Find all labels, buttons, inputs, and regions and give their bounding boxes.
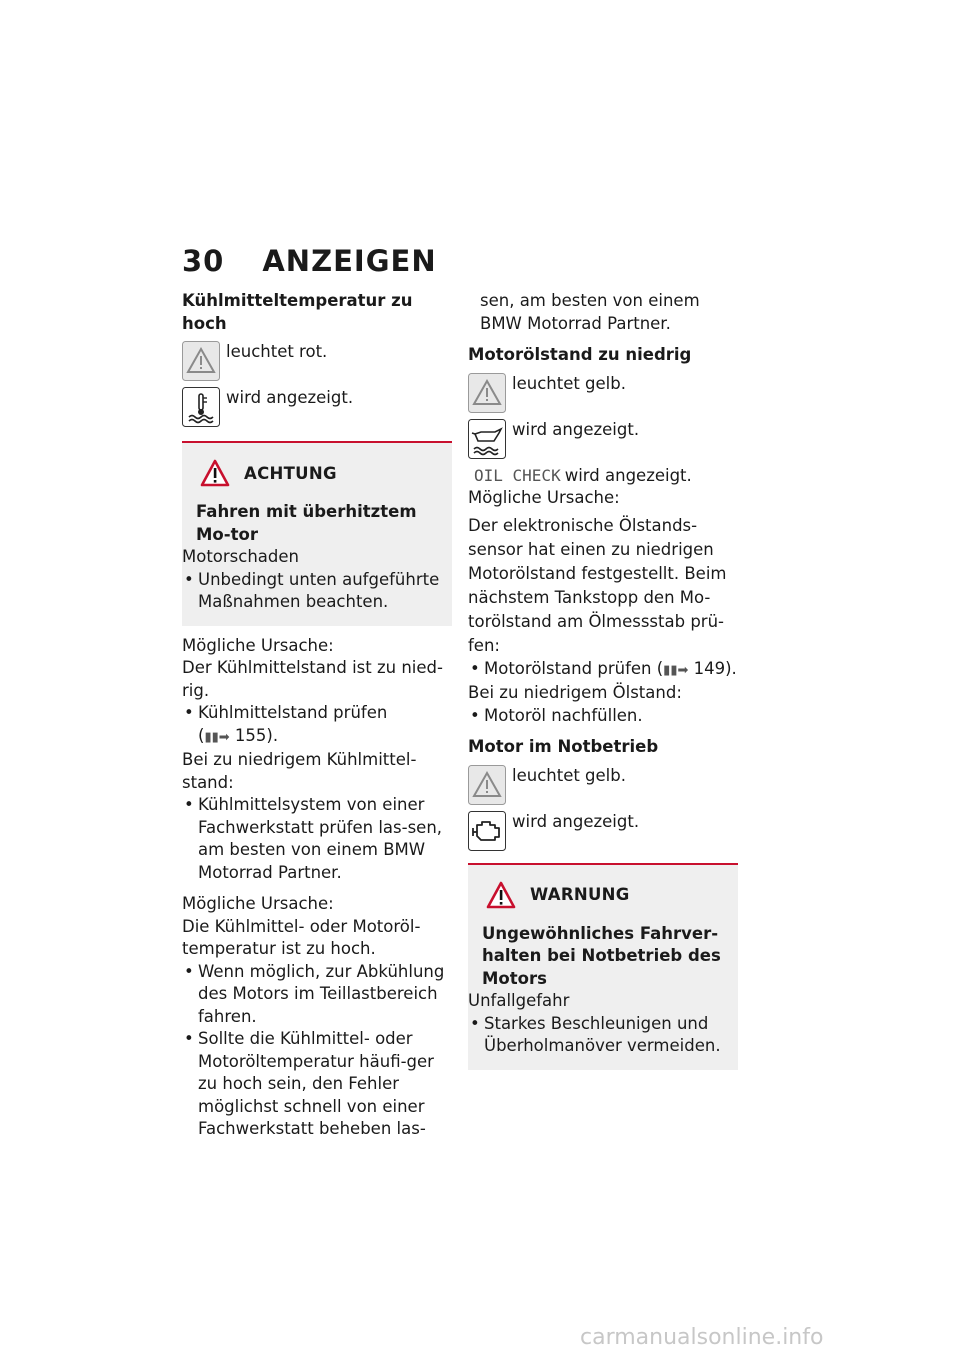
- list-item: • Kühlmittelsystem von einer Fachwerkstatt prüfen las-sen, am besten von einem BMW Motorrad Partner.: [182, 794, 452, 884]
- cause-text: Die Kühlmittel- oder Motoröl-temperatur ist zu hoch.: [182, 916, 421, 958]
- warning-effect: Unfallgefahr: [468, 991, 570, 1010]
- warning-triangle-icon: [200, 459, 230, 487]
- low-level-label: Bei zu niedrigem Kühlmittel-stand:: [182, 750, 417, 792]
- warning-header: [468, 881, 732, 909]
- indicator-text: wird angezeigt.: [512, 811, 640, 831]
- cause-label: Mögliche Ursache:: [182, 635, 334, 655]
- cause-label: Mögliche Ursache:: [182, 894, 334, 913]
- warning-title: Ungewöhnliches Fahrver-halten bei Notbetrieb des Motors: [482, 923, 721, 988]
- coolant-temperature-icon: [182, 387, 220, 427]
- indicator-text: wird angezeigt.: [226, 388, 354, 407]
- continuation-text: sen, am besten von einem BMW Motorrad Partner.: [480, 291, 700, 333]
- reference-arrow-icon: ▮▮➡: [663, 662, 689, 678]
- low-level-label: Bei zu niedrigem Ölstand:: [468, 683, 682, 702]
- caution-effect: Motorschaden: [182, 547, 299, 566]
- warning-bullet: • Starkes Beschleunigen und Überholmanöver vermeiden.: [468, 1013, 732, 1058]
- indicator-row-yellow: [468, 373, 738, 413]
- list-item: • Motorölstand prüfen (▮▮➡ 149).: [468, 658, 738, 683]
- indicator-row-display: [182, 387, 452, 427]
- warning-triangle-icon: [486, 881, 516, 909]
- page-header: [182, 244, 437, 278]
- warning-triangle-icon: [182, 341, 220, 381]
- warning-triangle-icon: [468, 373, 506, 413]
- cause-text: Der elektronische Ölstands-sensor hat einen zu niedrigen Motorölstand festgestellt. Beim nächstem Tankstopp den Mo-torölstand am Ölmessstab prü-fen:: [468, 515, 727, 655]
- section-heading-coolant: Kühlmitteltemperatur zu hoch: [182, 291, 413, 333]
- indicator-row-red: [182, 341, 452, 381]
- indicator-text: leuchtet rot.: [226, 342, 328, 361]
- cause-label: Mögliche Ursache:: [468, 488, 620, 507]
- caution-title: Fahren mit überhitztem Mo-tor: [196, 502, 417, 544]
- warning-box: [468, 863, 738, 1070]
- oil-check-code: OIL CHECK: [474, 465, 561, 485]
- warning-triangle-icon: [468, 765, 506, 805]
- indicator-text: leuchtet gelb.: [512, 765, 626, 785]
- caution-label: ACHTUNG: [244, 463, 337, 483]
- list-item: • Sollte die Kühlmittel- oder Motoröltemperatur häufi-ger zu hoch sein, den Fehler möglichst schnell von einer Fachwerkstatt beheben las-: [182, 1028, 452, 1141]
- indicator-row-display: [468, 419, 738, 459]
- right-column: [468, 290, 738, 1078]
- indicator-text: leuchtet gelb.: [512, 373, 626, 393]
- indicator-row-yellow: [468, 765, 738, 805]
- list-item: • Wenn möglich, zur Abkühlung des Motors im Teillastbereich fahren.: [182, 961, 452, 1029]
- list-item: • Kühlmittelstand prüfen (▮▮➡ 155).: [182, 702, 452, 749]
- oil-check-line: OIL CHECK wird angezeigt.: [474, 465, 692, 485]
- caution-box: [182, 441, 452, 626]
- cause-text: Der Kühlmittelstand ist zu nied-rig.: [182, 658, 443, 700]
- list-item: • Motoröl nachfüllen.: [468, 705, 738, 728]
- page-number: 30: [182, 244, 225, 278]
- oil-can-icon: [468, 419, 506, 459]
- engine-icon: [468, 811, 506, 851]
- reference-arrow-icon: ▮▮➡: [204, 729, 230, 745]
- indicator-text: wird angezeigt.: [512, 419, 640, 439]
- indicator-row-display: [468, 811, 738, 851]
- watermark: carmanualsonline.info: [580, 1325, 824, 1350]
- caution-bullet: • Unbedingt unten aufgeführte Maßnahmen beachten.: [182, 569, 446, 614]
- left-column: [182, 290, 452, 1141]
- section-heading-oil: Motorölstand zu niedrig: [468, 345, 692, 364]
- caution-header: [182, 459, 446, 487]
- page-title: ANZEIGEN: [262, 244, 437, 278]
- warning-label: WARNUNG: [530, 885, 630, 904]
- section-heading-emergency: Motor im Notbetrieb: [468, 737, 659, 756]
